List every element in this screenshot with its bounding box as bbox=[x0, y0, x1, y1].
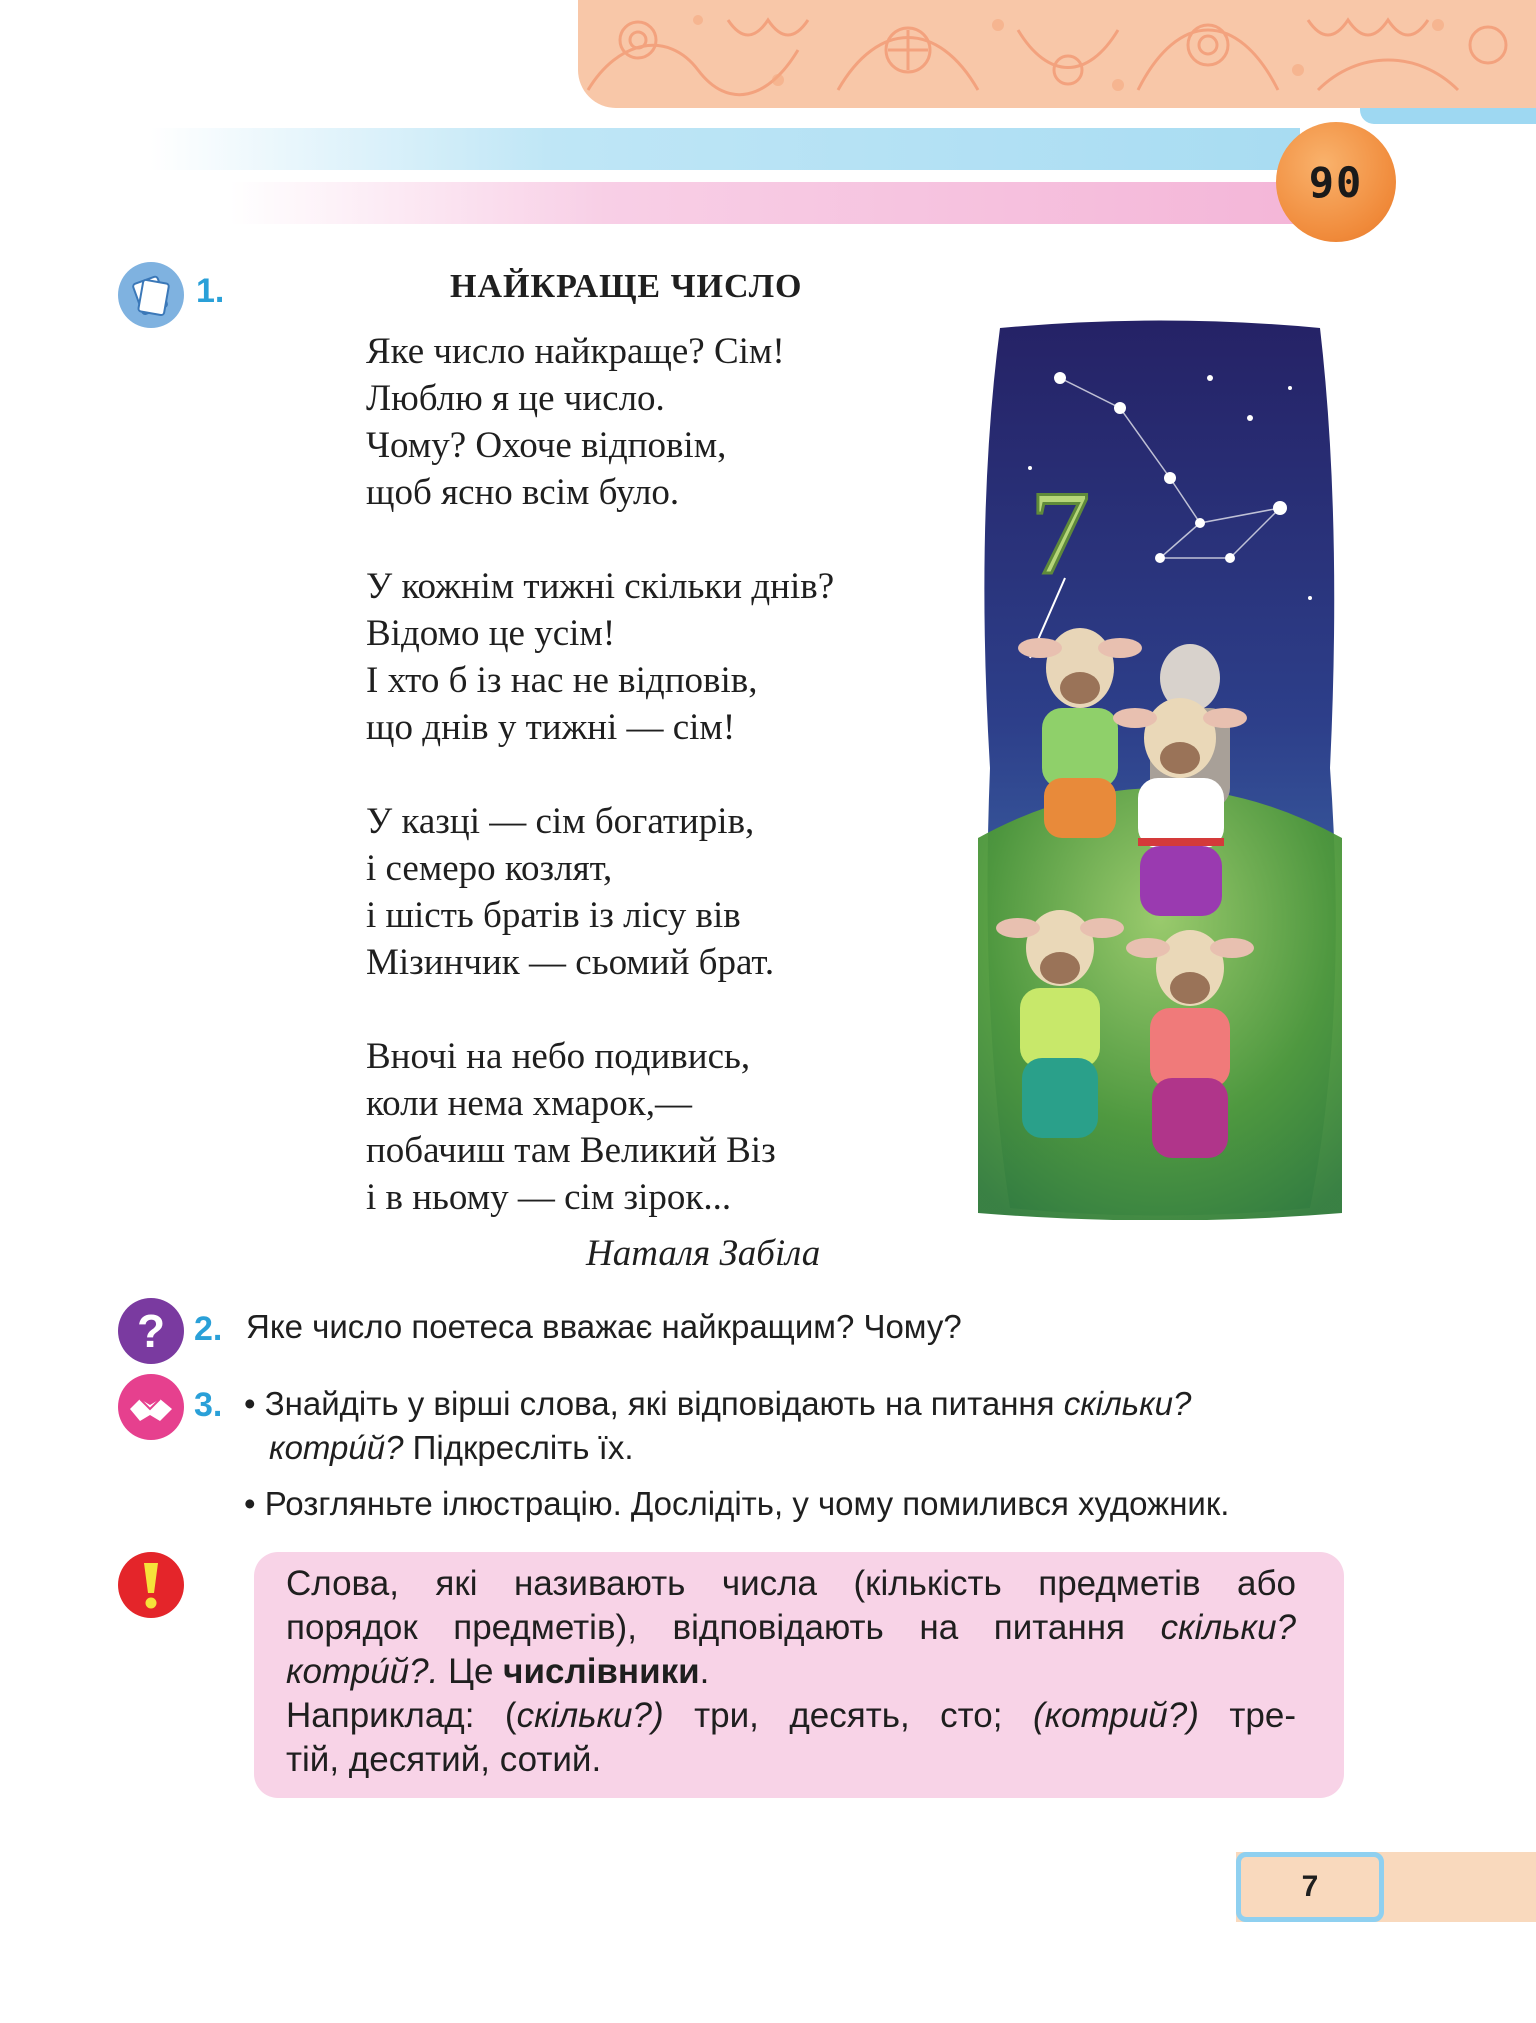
rule-line-3: котри́й?. Це числівники. bbox=[286, 1652, 710, 1691]
header-ornament bbox=[578, 0, 1536, 108]
rule-text bbox=[286, 1562, 1296, 1782]
header-stripe-pink bbox=[230, 182, 1300, 224]
lesson-number: 90 bbox=[1308, 157, 1364, 207]
poem-line: І хто б із нас не відповів, bbox=[366, 660, 758, 701]
ornament-pattern bbox=[578, 0, 1536, 108]
illustration-digit: 7 bbox=[1030, 466, 1090, 599]
term-numerals: числівники bbox=[503, 1652, 700, 1691]
task-3-bullet-1-text: Знайдіть у вірші слова, які відповідають на питання bbox=[264, 1385, 1064, 1422]
rule-line-1: Слова, які називають числа (кількість предметів або bbox=[286, 1564, 1296, 1603]
poem-line: У казці — сім богатирів, bbox=[366, 801, 755, 842]
poem-line: і в ньому — сім зірок... bbox=[366, 1177, 732, 1218]
page-number-tab bbox=[1236, 1852, 1384, 1922]
poem-stanza bbox=[366, 798, 986, 986]
svg-text:?: ? bbox=[136, 1307, 166, 1355]
task-3-bullet-2-text: Розгляньте ілюстрацію. Дослідіть, у чому помилився художник. bbox=[264, 1485, 1230, 1522]
poem-stanza bbox=[366, 563, 986, 751]
poem-title: НАЙКРАЩЕ ЧИСЛО bbox=[450, 268, 803, 305]
poem-line: коли нема хмарок,— bbox=[366, 1083, 692, 1124]
task-3-bullet-1-italic-2: котри́й? bbox=[269, 1429, 404, 1466]
poem-line: Вночі на небо подивись, bbox=[366, 1036, 751, 1077]
task-3-bullet-1-italic-1: скільки? bbox=[1063, 1385, 1192, 1422]
poem-line: Чому? Охоче відповім, bbox=[366, 425, 727, 466]
poem-line: і шість братів із лісу вів bbox=[366, 895, 741, 936]
poem-line: Яке число найкраще? Сім! bbox=[366, 331, 785, 372]
poem-line: Мізинчик — сьомий брат. bbox=[366, 942, 775, 983]
task-3-bullet-1 bbox=[244, 1382, 1344, 1470]
task-3-bullet-1-end: Підкресліть їх. bbox=[403, 1429, 634, 1466]
poem-line: що днів у тижні — сім! bbox=[366, 707, 736, 748]
poem-line: щоб ясно всім було. bbox=[366, 472, 680, 513]
poem-line: Люблю я це число. bbox=[366, 378, 665, 419]
task-2-number: 2. bbox=[194, 1310, 223, 1348]
poem-stanza bbox=[366, 1033, 986, 1221]
question-icon bbox=[118, 1298, 184, 1364]
reading-icon bbox=[118, 262, 184, 328]
header-stripe-blue bbox=[150, 128, 1300, 170]
header-accent-bar bbox=[1360, 108, 1536, 124]
poem-stanza bbox=[366, 328, 986, 516]
exclamation-icon bbox=[118, 1552, 184, 1618]
poem-line: Відомо це усім! bbox=[366, 613, 616, 654]
page-number: 7 bbox=[1301, 1870, 1319, 1903]
poem-author: Наталя Забіла bbox=[586, 1233, 821, 1274]
lesson-number-badge bbox=[1276, 122, 1396, 242]
poem-line: і семеро козлят, bbox=[366, 848, 613, 889]
rule-line-5: тій, десятий, сотий. bbox=[286, 1740, 602, 1779]
poem-line: У кожнім тижні скільки днів? bbox=[366, 566, 835, 607]
poem bbox=[366, 328, 986, 1268]
task-1-number: 1. bbox=[196, 272, 225, 310]
rule-line-4: Наприклад: (скільки?) три, десять, сто; (котрий?) тре- bbox=[286, 1696, 1296, 1735]
task-3-number: 3. bbox=[194, 1386, 223, 1424]
bullet-dot: • bbox=[244, 1485, 265, 1522]
bullet-dot: • bbox=[244, 1385, 265, 1422]
illustration-seven-kids bbox=[970, 318, 1348, 1220]
task-3-bullet-2 bbox=[244, 1482, 1344, 1526]
poem-line: побачиш там Великий Віз bbox=[366, 1130, 776, 1171]
handshake-icon bbox=[118, 1374, 184, 1440]
task-2-text: Яке число поетеса вважає найкращим? Чому? bbox=[246, 1308, 962, 1345]
rule-line-2: порядок предметів), відповідають на питання скільки? bbox=[286, 1608, 1296, 1647]
